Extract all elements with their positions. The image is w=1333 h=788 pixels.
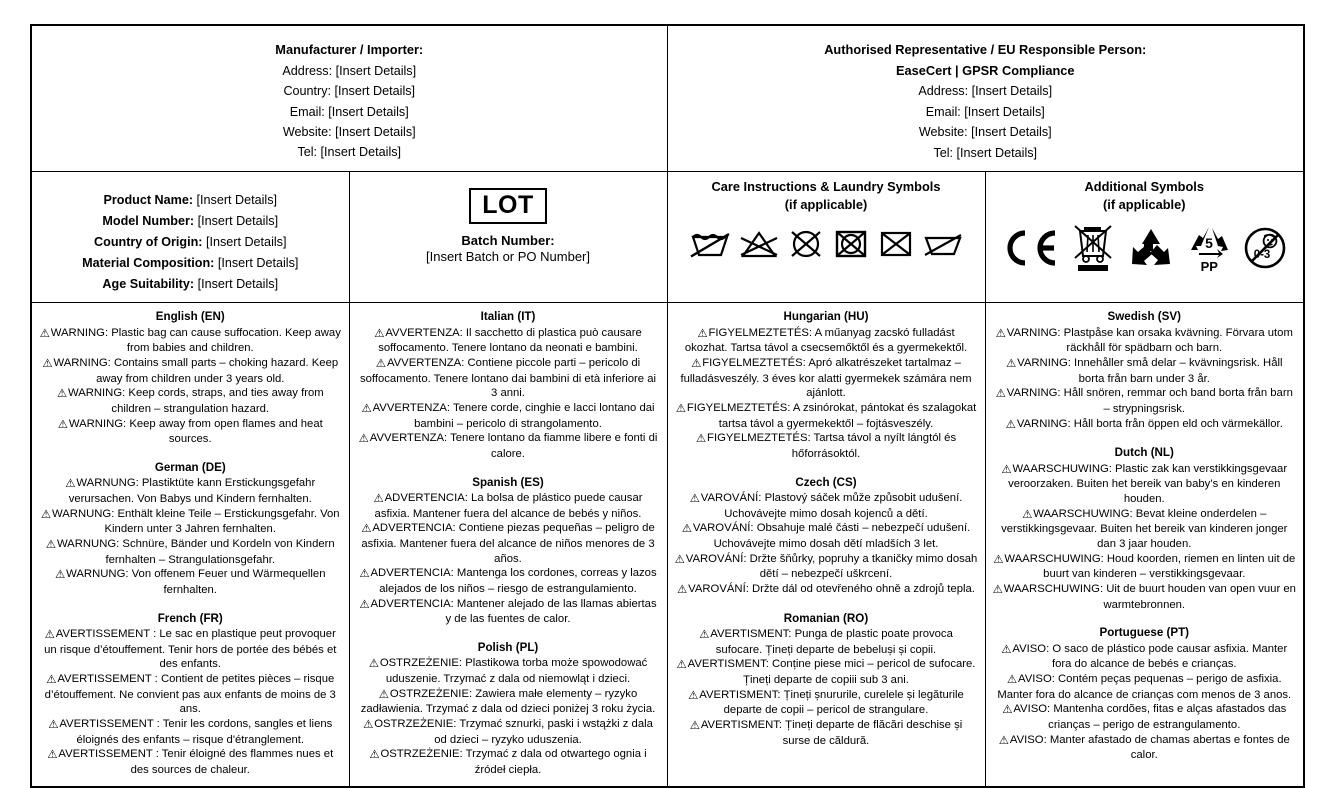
warning-text: WAARSCHUWING: Plastic zak kan verstikkingsgevaar veroorzaken. Buiten het bereik van baby’s en kinderen houden. [1008,462,1288,506]
warning-line [357,687,660,717]
warning-line [357,566,660,596]
warning-text: OSTRZEŻENIE: Trzymać sznurki, paski i wstążki z dala od dzieci – ryzyko uduszenia. [374,718,653,746]
additional-title: Additional Symbols [1084,179,1204,194]
warning-text: AVVERTENZA: Contiene piccole parti – pericolo di soffocamento. Tenere lontano dai bambini di età inferiore ai 3 anni. [359,357,656,400]
warning-triangle-icon: ⚠ [676,659,687,672]
do-not-wring-icon [923,229,963,259]
warning-triangle-icon: ⚠ [998,734,1009,747]
product-info-cell [31,172,349,303]
warning-line [357,431,660,461]
language-block-pl [357,640,660,778]
batch-number-value: [Insert Batch or PO Number] [425,249,590,264]
warning-line [675,431,978,461]
warning-text: FIGYELMEZTETÉS: Tartsa távol a nyílt lángtól és hőforrásoktól. [707,432,957,461]
warning-text: FIGYELMEZTETÉS: A műanyag zacskó fulladást okozhat. Tartsa távol a csecsemőktől és a gyermekektől. [684,326,968,355]
batch-number-title: Batch Number: [461,233,555,248]
warning-triangle-icon: ⚠ [56,388,67,401]
field-key: Model Number: [102,213,195,228]
warning-text: AVERTISSEMENT : Tenir les cordons, sangles et liens éloignés des enfants – risque d'étranglement. [59,718,333,746]
warning-triangle-icon: ⚠ [65,478,76,491]
representative-email: Email: [Insert Details] [925,104,1045,119]
language-block-ro [675,611,978,749]
warning-line [993,507,1297,552]
warning-triangle-icon: ⚠ [688,689,699,702]
field-value: [Insert Details] [205,234,287,249]
warnings-column-4 [985,303,1304,787]
language-block-pt [993,625,1297,763]
warning-triangle-icon: ⚠ [55,569,66,582]
weee-crossed-bin-icon [1071,224,1115,272]
warning-triangle-icon: ⚠ [1002,704,1013,717]
warning-text: AVERTISMENT: Țineți departe de flăcări deschise și surse de căldură. [700,719,963,747]
warning-triangle-icon: ⚠ [368,658,379,671]
warning-text: AVVERTENZA: Tenere lontano da fiamme libere e fonti di calore. [369,432,658,461]
warning-text: AVISO: O saco de plástico pode causar asfixia. Manter fora do alcance de bebés e crianças. [1012,642,1288,671]
warning-line [993,326,1297,356]
age-restriction-0-3-icon [1243,226,1287,270]
warning-line [675,356,978,401]
warning-text: VARNING: Håll borta från öppen eld och värmekällor. [1016,417,1283,430]
language-name: German (DE) [154,461,226,475]
warning-text: FIGYELMEZTETÉS: Apró alkatrészeket tartalmaz – fulladásveszély. 3 éves kor alatti gyermekek számára nem ajánlott. [680,357,972,400]
laundry-symbols-row [675,229,978,259]
warning-text: AVERTISMENT: Punga de plastic poate provoca sufocare. Țineți departe de bebeluși și copii. [710,628,953,656]
warning-line [357,491,660,521]
warning-line [675,401,978,431]
warning-text: VAROVÁNÍ: Plastový sáček může způsobit udušení. Uchovávejte mimo dosah kojenců a dětí. [700,492,963,520]
field-key: Country of Origin: [94,234,203,249]
language-block-it [357,309,660,461]
info-row [31,172,1304,303]
language-block-cs [675,475,978,598]
warning-text: VAROVÁNÍ: Držte šňůrky, popruhy a tkaničky mimo dosah dětí – nebezpečí uškrcení. [685,552,978,581]
resin-material-label: PP [1200,259,1218,275]
warnings-column-3 [667,303,985,787]
warning-triangle-icon: ⚠ [1005,418,1016,431]
warning-line [675,326,978,356]
warning-text: VARNING: Plastpåse kan orsaka kvävning. Förvara utom räckhåll för spädbarn och barn. [1006,326,1293,355]
lot-symbol-icon: LOT [469,188,547,224]
manufacturer-email: Email: [Insert Details] [289,104,409,119]
warning-line [357,597,660,627]
warning-line [993,642,1297,672]
field-value: [Insert Details] [197,276,279,291]
warning-triangle-icon: ⚠ [46,674,57,687]
warning-text: AVVERTENZA: Il sacchetto di plastica può causare soffocamento. Tenere lontano da neonati e bambini. [378,326,642,355]
warning-triangle-icon: ⚠ [378,688,389,701]
warning-line [39,537,342,567]
warning-text: VAROVÁNÍ: Obsahuje malé části – nebezpečí udušení. Uchovávejte mimo dosah dětí mladších 3 let. [692,522,971,551]
manufacturer-cell [31,25,667,172]
language-name: Dutch (NL) [1114,446,1174,460]
compliance-label-table [30,24,1305,788]
warning-triangle-icon: ⚠ [689,720,700,733]
warning-triangle-icon: ⚠ [675,403,686,416]
language-name: Czech (CS) [795,475,857,489]
warning-text: AVERTISSEMENT : Le sac en plastique peut provoquer un risque d’étouffement. Tenir hors de portée des bébés et des enfants. [44,628,337,671]
warning-line [39,507,342,537]
warning-text: WARNING: Keep away from open flames and heat sources. [68,417,323,446]
warning-triangle-icon: ⚠ [359,598,370,611]
warning-line [39,386,342,416]
warning-triangle-icon: ⚠ [674,553,685,566]
language-block-sv [993,309,1297,432]
additional-symbols-cell [985,172,1304,303]
warning-line [675,718,978,748]
warning-line [993,462,1297,507]
warning-line [993,702,1297,732]
warning-triangle-icon: ⚠ [359,568,370,581]
warning-triangle-icon: ⚠ [363,719,374,732]
care-subtitle: (if applicable) [784,196,868,212]
language-name: Hungarian (HU) [783,310,869,324]
representative-subtitle: EaseCert | GPSR Compliance [895,62,1075,78]
language-block-de [39,460,342,598]
warning-line [357,656,660,686]
warning-text: WAARSCHUWING: Bevat kleine onderdelen – verstikkingsgevaar. Buiten het bereik van kinderen jonger dan 3 jaar houden. [1001,507,1288,551]
product-field-model-number [39,211,342,232]
warning-line [39,326,342,356]
warning-line [357,356,660,401]
resin-code-5-pp-icon [1187,223,1231,273]
representative-website: Website: [Insert Details] [918,125,1052,140]
warning-triangle-icon: ⚠ [369,749,380,762]
language-block-fr [39,611,342,778]
warning-triangle-icon: ⚠ [39,327,50,340]
language-block-en [39,309,342,447]
warning-triangle-icon: ⚠ [699,629,710,642]
language-name: Portuguese (PT) [1099,626,1190,640]
warning-line [993,672,1297,702]
warning-line [39,627,342,672]
warning-text: AVERTISSEMENT : Tenir éloigné des flammes nues et des sources de chaleur. [58,748,334,777]
warning-line [675,521,978,551]
product-field-product-name [39,190,342,211]
warning-text: ADVERTENCIA: Contiene piezas pequeñas – peligro de asfixia. Mantener fuera del alcance de niños menores de 3 años. [361,522,655,565]
warning-triangle-icon: ⚠ [677,584,688,597]
warning-line [39,747,342,777]
warning-text: WARNING: Keep cords, straps, and ties away from children – strangulation hazard. [67,387,324,416]
warning-text: VARNING: Innehåller små delar – kvävningsrisk. Håll borta från barn under 3 år. [1017,357,1283,385]
warning-line [39,717,342,747]
do-not-wash-icon [690,229,730,259]
warning-text: WARNUNG: Schnüre, Bänder und Kordeln von Kindern fernhalten – Strangulationsgefahr. [56,538,335,566]
warning-triangle-icon: ⚠ [691,358,702,371]
manufacturer-tel: Tel: [Insert Details] [297,145,402,160]
warning-text: WARNING: Plastic bag can cause suffocation. Keep away from babies and children. [50,326,341,355]
warnings-column-1 [31,303,349,787]
language-name: Spanish (ES) [472,475,544,489]
warning-line [993,417,1297,433]
warning-line [993,386,1297,416]
warning-line [357,401,660,431]
warning-triangle-icon: ⚠ [361,523,372,536]
warning-triangle-icon: ⚠ [992,584,1003,597]
warning-text: AVISO: Contém peças pequenas – perigo de asfixia. Manter fora do alcance de crianças com menos de 3 anos. [997,673,1292,701]
warning-line [993,582,1297,612]
warning-text: WARNING: Contains small parts – choking hazard. Keep away from children under 3 years old. [53,357,339,385]
do-not-dry-clean-icon [833,229,869,259]
product-field-material-composition [39,253,342,274]
do-not-tumble-dry-icon [788,229,824,259]
warning-line [357,521,660,566]
warning-text: AVERTISMENT: Țineți șnururile, curelele și legăturile departe de copii – pericol de strangulare. [699,688,964,717]
warning-line [993,552,1297,582]
warning-triangle-icon: ⚠ [375,358,386,371]
manufacturer-address: Address: [Insert Details] [282,63,417,78]
care-instructions-cell [667,172,985,303]
warning-text: AVISO: Mantenha cordões, fitas e alças afastados das crianças – perigo de estrangulamento. [1013,703,1287,732]
warning-text: ADVERTENCIA: La bolsa de plástico puede causar asfixia. Mantener fuera del alcance de bebés y niños. [374,492,643,520]
warning-text: OSTRZEŻENIE: Trzymać z dala od otwartego ognia i źródeł ciepła. [380,748,647,777]
warning-triangle-icon: ⚠ [681,523,692,536]
language-block-nl [993,445,1297,612]
warning-text: WARNUNG: Enthält kleine Teile – Erstickungsgefahr. Von Kindern unter 3 Jahren fernhalten. [52,507,340,536]
warning-line [675,552,978,582]
warning-line [675,491,978,521]
warning-triangle-icon: ⚠ [374,327,385,340]
warning-text: OSTRZEŻENIE: Plastikowa torba może spowodować uduszenie. Trzymać z dala od niemowląt i dzieci. [379,657,648,686]
warning-triangle-icon: ⚠ [45,539,56,552]
warnings-row [31,303,1304,787]
field-value: [Insert Details] [197,213,279,228]
field-key: Age Suitability: [102,276,195,291]
care-title: Care Instructions & Laundry Symbols [711,179,941,194]
language-block-es [357,475,660,627]
product-field-country-of-origin [39,232,342,253]
warning-line [39,672,342,717]
warning-text: VARNING: Håll snören, remmar och band borta från barn – strypningsrisk. [1006,387,1293,416]
warning-line [357,747,660,777]
warning-line [357,326,660,356]
field-key: Material Composition: [82,255,215,270]
language-name: Romanian (RO) [783,611,869,625]
warning-triangle-icon: ⚠ [695,433,707,446]
warning-triangle-icon: ⚠ [1006,674,1018,687]
header-row [31,25,1304,172]
field-value: [Insert Details] [217,255,299,270]
warning-triangle-icon: ⚠ [995,327,1006,340]
warning-text: WARNUNG: Plastiktüte kann Erstickungsgefahr verursachen. Von Babys und Kindern fernhalten. [68,477,316,506]
language-name: Swedish (SV) [1107,310,1181,324]
warning-triangle-icon: ⚠ [373,493,384,506]
warning-triangle-icon: ⚠ [44,629,55,642]
mobius-recycle-icon [1127,226,1175,270]
warning-triangle-icon: ⚠ [1006,358,1017,371]
language-name: Italian (IT) [480,310,536,324]
representative-title: Authorised Representative / EU Responsible Person: [824,42,1147,57]
product-field-age-suitability [39,274,342,295]
warning-text: WAARSCHUWING: Uit de buurt houden van open vuur en warmtebronnen. [1003,583,1296,611]
warning-text: VAROVÁNÍ: Držte dál od otevřeného ohně a zdrojů tepla. [688,583,975,596]
warning-text: ADVERTENCIA: Mantenga los cordones, correas y lazos alejados de los niños – riesgo de estrangulamiento. [370,567,657,596]
manufacturer-country: Country: [Insert Details] [283,84,416,99]
warning-text: AVISO: Manter afastado de chamas abertas e fontes de calor. [1009,733,1290,762]
warning-line [675,627,978,657]
language-name: French (FR) [157,611,223,625]
language-name: English (EN) [155,310,225,324]
do-not-dry-icon [878,229,914,259]
additional-subtitle: (if applicable) [1103,196,1186,212]
warning-triangle-icon: ⚠ [48,719,59,732]
warning-triangle-icon: ⚠ [995,388,1006,401]
warning-text: OSTRZEŻENIE: Zawiera małe elementy – ryzyko zadławienia. Trzymać z dala od dzieci poniżej 3 roku życia. [360,687,656,716]
warning-triangle-icon: ⚠ [361,403,372,416]
field-value: [Insert Details] [196,193,278,207]
representative-tel: Tel: [Insert Details] [933,145,1038,160]
batch-number-cell [349,172,667,303]
language-block-hu [675,309,978,461]
warning-triangle-icon: ⚠ [689,493,700,506]
warning-triangle-icon: ⚠ [1001,463,1012,476]
authorised-representative-cell [667,25,1304,172]
do-not-bleach-icon [739,229,779,259]
warning-triangle-icon: ⚠ [697,327,708,340]
warning-line [993,356,1297,386]
resin-code-number: 5 [1205,235,1214,252]
representative-address: Address: [Insert Details] [918,84,1053,99]
age-restriction-label: 0-3 [1253,249,1271,262]
warning-text: WAARSCHUWING: Houd koorden, riemen en linten uit de buurt van kinderen – verstikkingsgevaar. [1004,552,1296,581]
warning-line [357,717,660,747]
additional-symbols-row [993,223,1297,273]
warning-line [675,657,978,687]
warning-triangle-icon: ⚠ [42,358,53,371]
warning-text: ADVERTENCIA: Mantener alejado de las llamas abiertas y de las fuentes de calor. [370,597,657,626]
warning-line [39,356,342,386]
warning-triangle-icon: ⚠ [1022,508,1033,521]
language-name: Polish (PL) [477,641,539,655]
warning-line [675,582,978,598]
warning-text: WARNUNG: Von offenem Feuer und Wärmequellen fernhalten. [66,568,326,597]
warning-triangle-icon: ⚠ [47,749,58,762]
warnings-column-2 [349,303,667,787]
warning-line [39,567,342,597]
warning-text: AVERTISSEMENT : Contient de petites pièces – risque d’étouffement. Ne convient pas aux enfants de moins de 3 ans. [44,673,336,716]
ce-mark-icon [1001,227,1059,269]
warning-triangle-icon: ⚠ [358,433,369,446]
warning-text: AVERTISMENT: Conține piese mici – pericol de sufocare. Țineți departe de copiii sub 3 ani. [687,658,976,687]
warning-triangle-icon: ⚠ [1001,643,1012,656]
warning-line [39,476,342,506]
warning-line [675,688,978,718]
warning-text: FIGYELMEZTETÉS: A zsinórokat, pántokat és szalagokat tartsa távol a gyermekektől – fojtásveszély. [686,402,977,430]
warning-line [993,733,1297,763]
warning-text: AVVERTENZA: Tenere corde, cinghie e lacci lontano dai bambini – pericolo di strangolamento. [372,402,655,430]
warning-triangle-icon: ⚠ [57,418,68,431]
warning-triangle-icon: ⚠ [40,508,52,521]
manufacturer-title: Manufacturer / Importer: [275,42,424,57]
warning-triangle-icon: ⚠ [993,553,1004,566]
manufacturer-website: Website: [Insert Details] [282,124,416,139]
field-key: Product Name: [103,193,194,207]
warning-line [39,417,342,447]
